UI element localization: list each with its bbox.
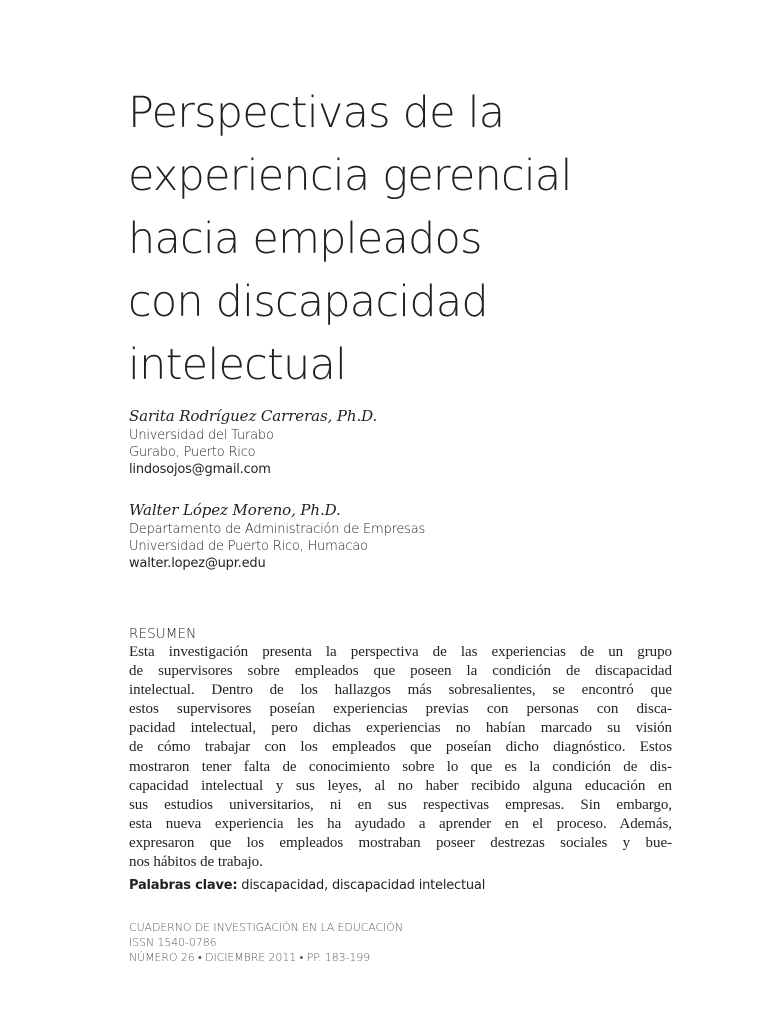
journal-issue: NÚMERO 26 • DICIEMBRE 2011 • PP. 183-199 — [129, 951, 371, 964]
abstract-line: estos supervisores poseían experiencias previas con personas con disca- — [129, 701, 672, 718]
abstract-line: capacidad intelectual y sus leyes, al no haber recibido alguna educación en — [129, 777, 672, 794]
abstract-line: Esta investigación presenta la perspectiva de las experiencias de un grupo — [129, 644, 672, 660]
abstract-heading: RESUMEN — [129, 626, 197, 642]
abstract-line: esta nueva experiencia les ha ayudado a aprender en el proceso. Además, — [129, 815, 672, 832]
abstract-line: nos hábitos de trabajo. — [129, 854, 263, 871]
title-line: Perspectivas de la — [128, 88, 505, 138]
author-email[interactable]: walter.lopez@upr.edu — [129, 556, 266, 571]
title-line: hacia empleados — [128, 214, 482, 264]
author-affiliation: Universidad de Puerto Rico, Humacao — [129, 539, 368, 554]
article-title — [128, 82, 688, 397]
author-name: Walter López Moreno, Ph.D. — [129, 501, 341, 519]
author-location: Gurabo, Puerto Rico — [129, 445, 256, 460]
title-line: intelectual — [128, 340, 347, 390]
keywords — [129, 877, 485, 895]
keywords-label: Palabras clave: — [129, 878, 238, 893]
abstract-body — [129, 643, 672, 872]
author-name: Sarita Rodríguez Carreras, Ph.D. — [129, 407, 378, 425]
abstract-line: de cómo trabajar con los empleados que poseían dicho diagnóstico. Estos — [129, 739, 672, 756]
author-department: Departamento de Administración de Empresas — [129, 522, 426, 537]
author-block-2 — [129, 499, 689, 573]
journal-name: CUADERNO DE INVESTIGACIÓN EN LA EDUCACIÓN — [129, 921, 403, 934]
abstract-line: mostraron tener falta de conocimiento sobre lo que es la condición de dis- — [129, 758, 672, 775]
keywords-value: discapacidad, discapacidad intelectual — [241, 878, 486, 893]
title-line: con discapacidad — [128, 277, 488, 327]
author-email[interactable]: lindosojos@gmail.com — [129, 462, 271, 477]
abstract-line: intelectual. Dentro de los hallazgos más sobresalientes, se encontró que — [129, 682, 672, 699]
title-line: experiencia gerencial — [128, 151, 572, 201]
journal-footer — [129, 920, 403, 965]
author-affiliation: Universidad del Turabo — [129, 428, 274, 443]
abstract-line: de supervisores sobre empleados que poseen la condición de discapacidad — [129, 663, 672, 680]
abstract-line: pacidad intelectual, pero dichas experiencias no habían marcado su visión — [129, 720, 672, 737]
abstract-line: sus estudios universitarios, ni en sus respectivas empresas. Sin embargo, — [129, 796, 672, 813]
abstract-line: expresaron que los empleados mostraban poseer destrezas sociales y bue- — [129, 834, 672, 851]
journal-issn: ISSN 1540-0786 — [129, 936, 217, 949]
author-block-1 — [129, 405, 689, 479]
